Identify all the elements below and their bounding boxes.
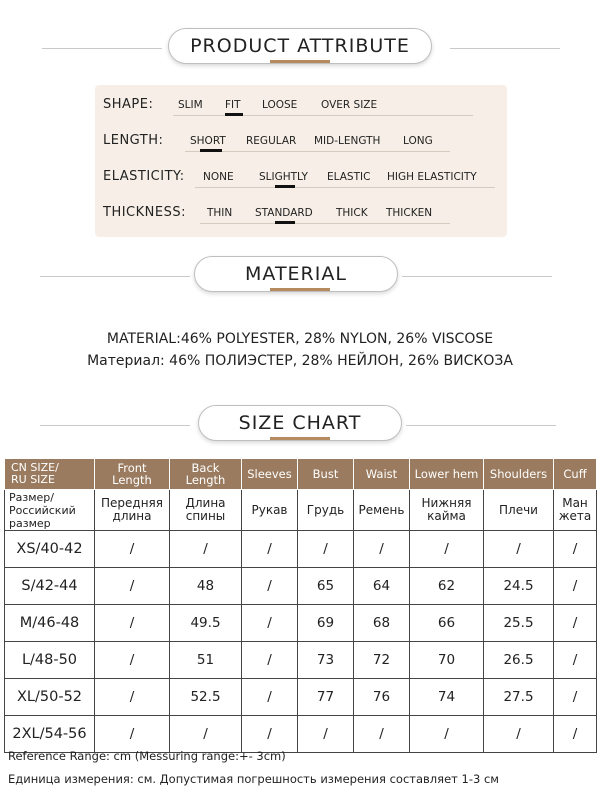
ru-header-cell: Ман жета xyxy=(554,490,597,531)
value-cell: / xyxy=(242,531,298,568)
option-none: NONE xyxy=(203,171,234,183)
option-elastic: ELASTIC xyxy=(327,171,371,183)
option-slim: SLIM xyxy=(178,99,203,111)
value-cell: 76 xyxy=(354,679,410,716)
value-cell: / xyxy=(95,642,170,679)
value-cell: / xyxy=(354,716,410,753)
attribute-label: SHAPE: xyxy=(103,97,154,112)
value-cell: 68 xyxy=(354,605,410,642)
table-row xyxy=(5,531,597,568)
ru-header-cell: Нижняя кайма xyxy=(410,490,484,531)
table-row xyxy=(5,716,597,753)
selected-marker xyxy=(275,185,295,188)
option-fit: FIT xyxy=(225,99,241,111)
size-cell: S/42-44 xyxy=(5,568,95,605)
value-cell: 74 xyxy=(410,679,484,716)
size-cell: M/46-48 xyxy=(5,605,95,642)
value-cell: 49.5 xyxy=(170,605,242,642)
table-row xyxy=(5,642,597,679)
header-waist: Waist xyxy=(354,459,410,490)
size-cell: L/48-50 xyxy=(5,642,95,679)
ru-header-cell: Длина спины xyxy=(170,490,242,531)
header-lower-hem: Lower hem xyxy=(410,459,484,490)
attribute-panel xyxy=(95,85,507,237)
value-cell: / xyxy=(410,716,484,753)
option-regular: REGULAR xyxy=(246,135,297,147)
value-cell: / xyxy=(242,716,298,753)
divider-left xyxy=(40,425,190,426)
selected-marker xyxy=(225,113,243,116)
option-high-elasticity: HIGH ELASTICITY xyxy=(387,171,477,183)
value-cell: / xyxy=(95,679,170,716)
attribute-label: LENGTH: xyxy=(103,133,164,148)
size-cell: XL/50-52 xyxy=(5,679,95,716)
reference-range-en: Reference Range: cm (Messuring range:+- 3cm) xyxy=(8,749,286,763)
selected-marker xyxy=(275,221,295,224)
table-row xyxy=(5,605,597,642)
value-cell: 70 xyxy=(410,642,484,679)
divider-right xyxy=(450,48,560,49)
value-cell: 51 xyxy=(170,642,242,679)
divider-left xyxy=(40,276,190,277)
value-cell: 48 xyxy=(170,568,242,605)
option-loose: LOOSE xyxy=(262,99,298,111)
header-bust: Bust xyxy=(298,459,354,490)
attribute-row-thickness xyxy=(95,203,507,227)
attribute-row-length xyxy=(95,131,507,155)
value-cell: / xyxy=(554,568,597,605)
header-sleeves: Sleeves xyxy=(242,459,298,490)
ru-header-cell: Передняя длина xyxy=(95,490,170,531)
material-header xyxy=(0,256,600,296)
attribute-underline xyxy=(173,115,473,116)
value-cell: / xyxy=(354,531,410,568)
option-short: SHORT xyxy=(190,135,226,147)
value-cell: / xyxy=(298,716,354,753)
ru-header-cell: Ремень xyxy=(354,490,410,531)
product-attribute-title: PRODUCT ATTRIBUTE xyxy=(168,28,432,64)
size-cell: 2XL/54-56 xyxy=(5,716,95,753)
value-cell: 26.5 xyxy=(484,642,554,679)
value-cell: / xyxy=(242,679,298,716)
attribute-row-elasticity xyxy=(95,167,507,191)
value-cell: / xyxy=(554,642,597,679)
table-header-row xyxy=(5,459,597,490)
ru-header-size: Размер/ Российский размер xyxy=(5,490,95,531)
value-cell: 73 xyxy=(298,642,354,679)
value-cell: / xyxy=(95,568,170,605)
ru-header-cell: Плечи xyxy=(484,490,554,531)
option-thick: THICK xyxy=(336,207,368,219)
attribute-underline xyxy=(185,151,450,152)
title-accent xyxy=(270,437,330,440)
option-thicken: THICKEN xyxy=(386,207,433,219)
size-cell: XS/40-42 xyxy=(5,531,95,568)
size-chart-header xyxy=(0,405,600,445)
value-cell: / xyxy=(242,642,298,679)
value-cell: / xyxy=(298,531,354,568)
value-cell: / xyxy=(554,605,597,642)
divider-right xyxy=(406,425,556,426)
option-mid-length: MID-LENGTH xyxy=(314,135,381,147)
attribute-label: THICKNESS: xyxy=(103,205,186,220)
ru-header-cell: Грудь xyxy=(298,490,354,531)
option-thin: THIN xyxy=(207,207,233,219)
attribute-row-shape xyxy=(95,95,507,119)
value-cell: / xyxy=(170,716,242,753)
table-ru-header-row xyxy=(5,490,597,531)
value-cell: 25.5 xyxy=(484,605,554,642)
material-text-ru: Материал: 46% ПОЛИЭСТЕР, 28% НЕЙЛОН, 26% ВИСКОЗА xyxy=(87,353,513,369)
header-shoulders: Shoulders xyxy=(484,459,554,490)
value-cell: 65 xyxy=(298,568,354,605)
ru-header-cell: Рукав xyxy=(242,490,298,531)
title-accent xyxy=(270,288,330,291)
option-long: LONG xyxy=(403,135,433,147)
value-cell: 62 xyxy=(410,568,484,605)
value-cell: / xyxy=(95,531,170,568)
header-front-length: Front Length xyxy=(95,459,170,490)
divider-left xyxy=(42,48,162,49)
header-cuff: Cuff xyxy=(554,459,597,490)
option-over-size: OVER SIZE xyxy=(321,99,378,111)
option-slightly: SLIGHTLY xyxy=(259,171,308,183)
attribute-underline xyxy=(200,223,450,224)
value-cell: 52.5 xyxy=(170,679,242,716)
material-text-en: MATERIAL:46% POLYESTER, 28% NYLON, 26% VISCOSE xyxy=(106,331,494,347)
value-cell: / xyxy=(170,531,242,568)
size-rows xyxy=(5,531,597,753)
attribute-underline xyxy=(195,187,495,188)
value-cell: / xyxy=(410,531,484,568)
product-attribute-header xyxy=(0,28,600,68)
size-chart-title: SIZE CHART xyxy=(198,405,402,441)
value-cell: 27.5 xyxy=(484,679,554,716)
value-cell: 66 xyxy=(410,605,484,642)
value-cell: 24.5 xyxy=(484,568,554,605)
value-cell: 72 xyxy=(354,642,410,679)
attribute-label: ELASTICITY: xyxy=(103,169,185,184)
value-cell: 64 xyxy=(354,568,410,605)
value-cell: / xyxy=(242,568,298,605)
value-cell: / xyxy=(554,531,597,568)
table-row xyxy=(5,679,597,716)
table-row xyxy=(5,568,597,605)
value-cell: / xyxy=(242,605,298,642)
value-cell: / xyxy=(554,716,597,753)
divider-right xyxy=(402,276,552,277)
value-cell: 69 xyxy=(298,605,354,642)
header-back-length: Back Length xyxy=(170,459,242,490)
selected-marker xyxy=(200,149,222,152)
option-standard: STANDARD xyxy=(255,207,313,219)
value-cell: / xyxy=(554,679,597,716)
header-cn-size: CN SIZE/ RU SIZE xyxy=(5,459,95,490)
title-accent xyxy=(270,60,330,63)
value-cell: / xyxy=(484,716,554,753)
value-cell: / xyxy=(95,605,170,642)
size-chart-table xyxy=(4,458,597,753)
reference-range-ru: Единица измерения: см. Допустимая погрешность измерения составляет 1-3 см xyxy=(8,772,499,786)
value-cell: / xyxy=(95,716,170,753)
value-cell: / xyxy=(484,531,554,568)
material-title: MATERIAL xyxy=(194,256,398,292)
value-cell: 77 xyxy=(298,679,354,716)
